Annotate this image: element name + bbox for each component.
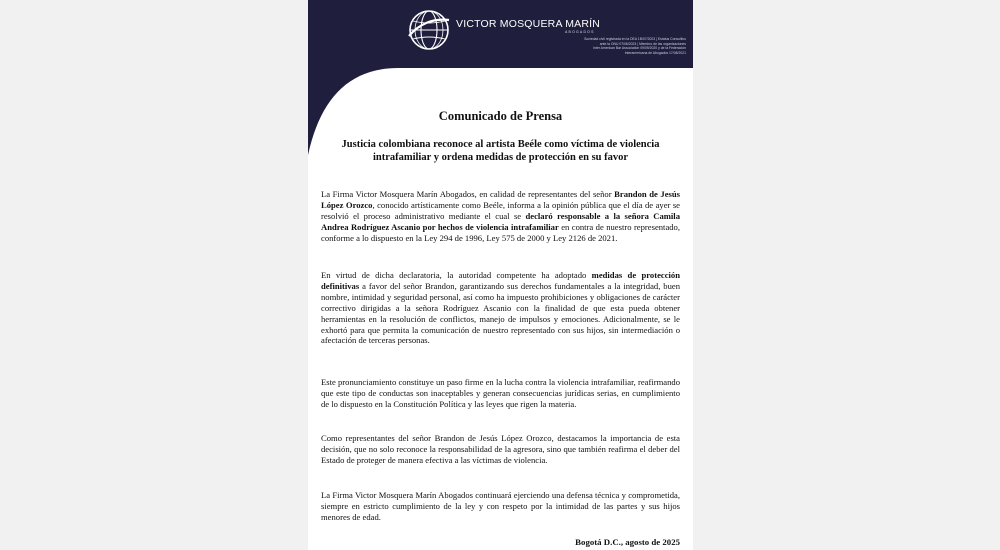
registration-line: Sociedad civil registrada en la DEA 1B/07/2023 | Estatus Consultivo — [584, 37, 686, 41]
paragraph-5: La Firma Victor Mosquera Marín Abogados continuará ejerciendo una defensa técnica y comprometida, siempre en estricto cumplimiento de la ley y con respeto por la intimidad de las partes y sus hijos menores de edad. — [321, 490, 680, 522]
text-run: En virtud de dicha declaratoria, la autoridad competente ha adoptado — [321, 270, 592, 280]
headline-line: intrafamiliar y ordena medidas de protección en su favor — [372, 152, 629, 163]
bold-run: Brandon de Jesús López Orozco — [321, 189, 681, 210]
registration-notes — [428, 37, 686, 55]
registration-line: Inter American Bar Association 09/09/2020 y de la Federación — [593, 46, 686, 51]
text-run: , conocido artísticamente como Beéle, informa a la opinión pública que el día de ayer se resolvió el proceso administrativo mediante el cual se — [321, 199, 680, 221]
document-headline — [318, 138, 683, 164]
registration-line: ante la ONU 07/06/2023 | Miembro de las organizaciones — [599, 41, 686, 46]
sign-off-date: Bogotá D.C., agosto de 2025 — [575, 537, 680, 547]
firm-subtitle: ABOGADOS — [565, 30, 595, 34]
press-release-page — [308, 0, 693, 550]
paragraph-2 — [321, 270, 680, 346]
text-run: en contra de nuestro representado, conforme a lo dispuesto en la Ley 294 de 1996, Ley 575 de 2000 y Ley 2126 de 2021. — [321, 221, 680, 243]
text-run: a favor del señor Brandon, garantizando sus derechos fundamentales a la integridad, buen nombre, intimidad y seguridad personal, así como ha impuesto prohibiciones y obligaciones de carácter correctivo dirigidas a la señora Rodríguez Ascanio con la finalidad de que esta pueda obtener herramientas en la resolución de conflictos, manejo de impulsos y emociones. Adicionalmente, se le exhortó para que permita la comunicación de nuestro representado con sus hijos, sin intermediación o afectación de terceras personas. — [321, 280, 680, 346]
paragraph-1 — [321, 189, 680, 244]
document-title: Comunicado de Prensa — [438, 109, 563, 123]
registration-line: Interamericana de Abogados 17/08/2021 — [624, 50, 686, 55]
headline-line: Justicia colombiana reconoce al artista Beéle como víctima de violencia — [341, 139, 660, 150]
paragraph-4: Como representantes del señor Brandon de Jesús López Orozco, destacamos la importancia de esta decisión, que no solo reconoce la responsabilidad de la agresora, sino que también reafirma el deber del Estado de proteger de manera efectiva a las víctimas de violencia. — [321, 433, 680, 465]
bold-run: declaró responsable a la señora Camila Andrea Rodríguez Ascanio por hechos de violencia intrafamiliar — [321, 210, 680, 232]
text-run: La Firma Victor Mosquera Marín Abogados, en calidad de representantes del señor — [321, 189, 615, 199]
firm-name: VICTOR MOSQUERA MARÍN — [456, 18, 601, 30]
paragraph-3: Este pronunciamiento constituye un paso firme en la lucha contra la violencia intrafamiliar, reafirmando que este tipo de conductas son inaceptables y generan consecuencias jurídicas serias, en cumplimiento de lo dispuesto en la Constitución Política y las leyes que rigen la materia. — [321, 377, 680, 409]
bold-run: medidas de protección definitivas — [321, 270, 680, 291]
